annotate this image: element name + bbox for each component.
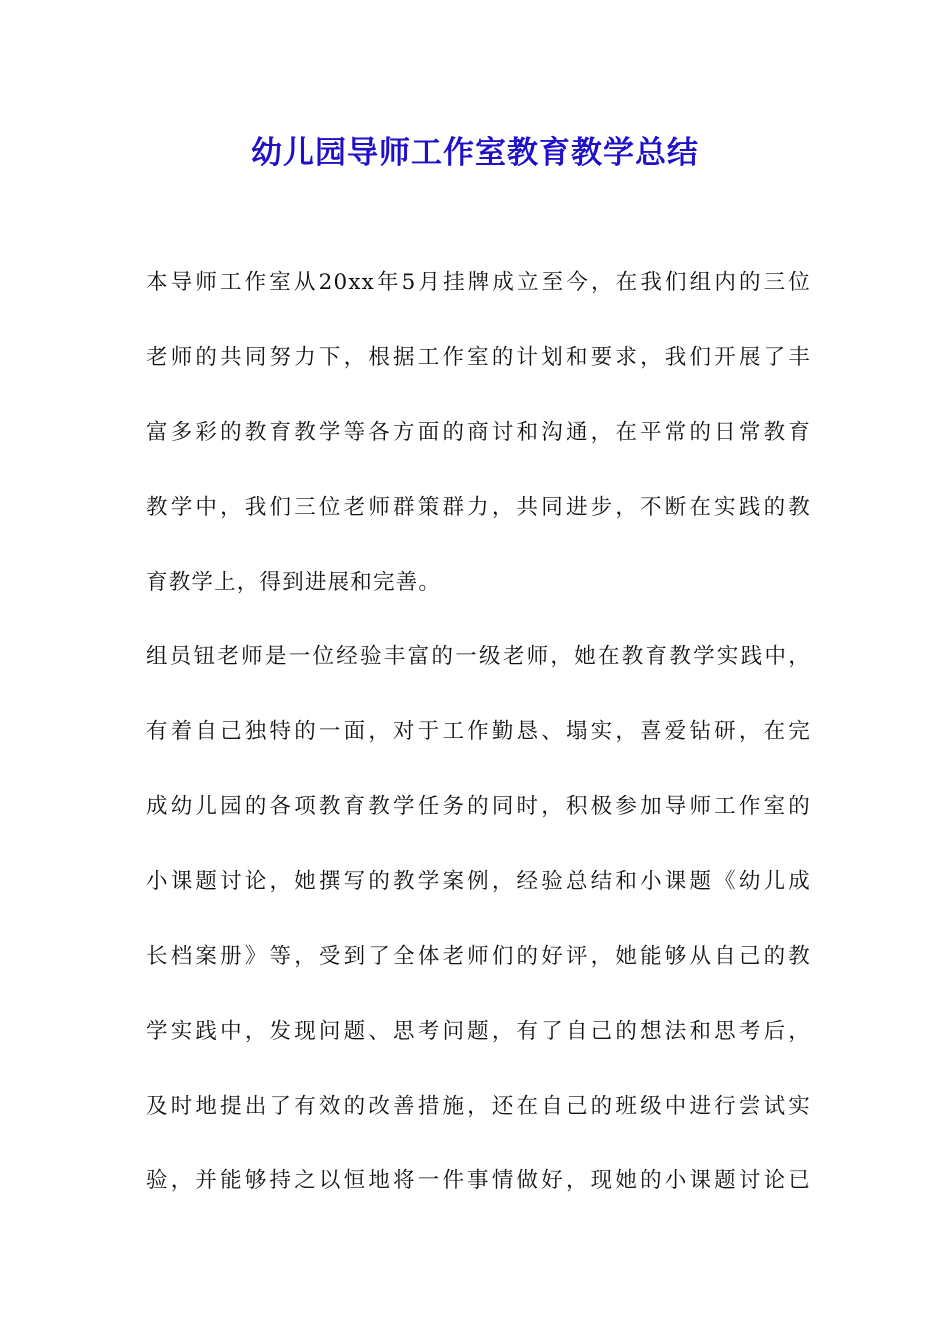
paragraph-1-line: 富多彩的教育教学等各方面的商讨和沟通，在平常的日常教育 xyxy=(146,420,811,445)
paragraph-1-line: 老师的共同努力下，根据工作室的计划和要求，我们开展了丰 xyxy=(146,345,811,370)
document-title: 幼儿园导师工作室教育教学总结 xyxy=(251,135,699,171)
paragraph-2-line: 成幼儿园的各项教育教学任务的同时，积极参加导师工作室的 xyxy=(146,794,811,819)
paragraph-2-line: 小课题讨论，她撰写的教学案例，经验总结和小课题《幼儿成 xyxy=(146,869,811,894)
paragraph-2-line: 组员钮老师是一位经验丰富的一级老师，她在教育教学实践中， xyxy=(146,644,811,669)
paragraph-1-line: 育教学上，得到进展和完善。 xyxy=(146,570,442,595)
paragraph-2-line: 学实践中，发现问题、思考问题，有了自己的想法和思考后， xyxy=(146,1019,811,1044)
paragraph-2-line: 验，并能够持之以恒地将一件事情做好，现她的小课题讨论已 xyxy=(146,1168,811,1193)
paragraph-1-line: 本导师工作室从20xx年5月挂牌成立至今，在我们组内的三位 xyxy=(146,270,811,295)
paragraph-1-line: 教学中，我们三位老师群策群力，共同进步，不断在实践的教 xyxy=(146,495,811,520)
paragraph-2-line: 长档案册》等，受到了全体老师们的好评，她能够从自己的教 xyxy=(146,944,811,969)
paragraph-2-line: 有着自己独特的一面，对于工作勤恳、塌实，喜爱钻研，在完 xyxy=(146,719,811,744)
paragraph-2-line: 及时地提出了有效的改善措施，还在自己的班级中进行尝试实 xyxy=(146,1094,811,1119)
